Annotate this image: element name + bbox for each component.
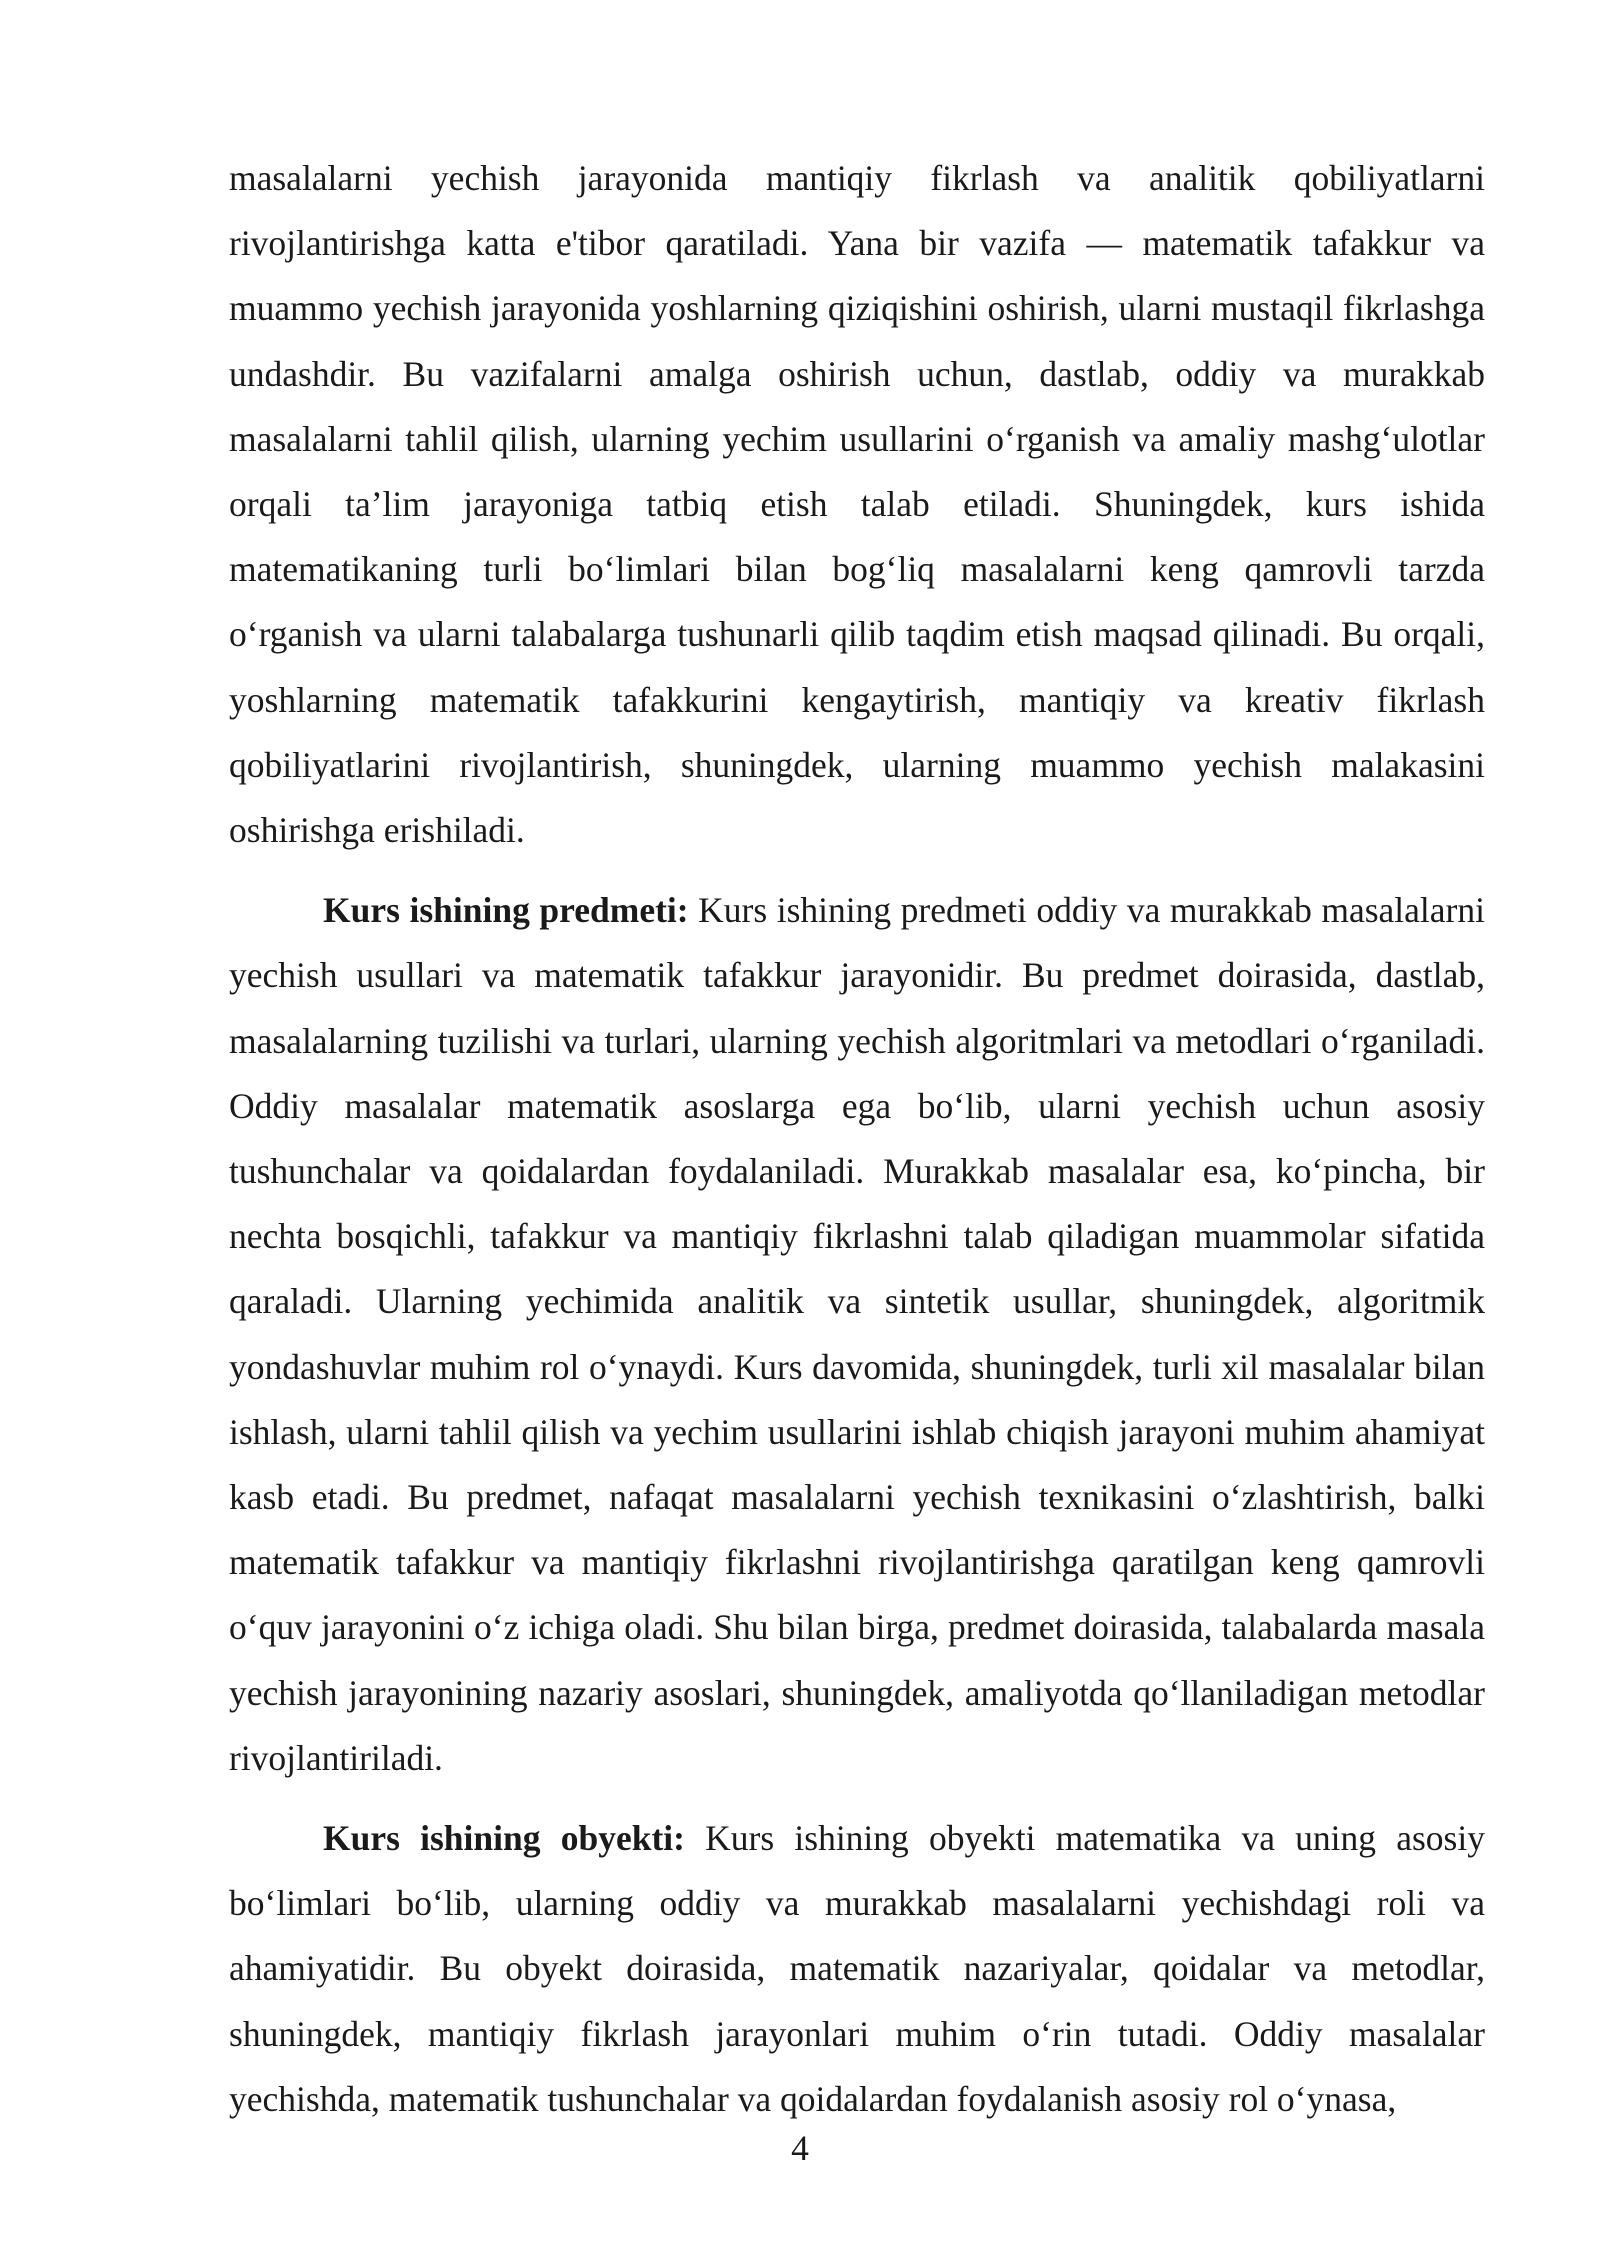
paragraph-text: Kurs ishining predmeti oddiy va murakkab masalalarni yechish usullari va matematik tafakkur jarayonidir. Bu predmet doirasida, dastlab, masalalarning tuzilishi va turlari, ularning yechish algoritmlari va metodlari o‘rganiladi. Oddiy masalalar matematik asoslarga ega bo‘lib, ularni yechish uchun asosiy tushunchalar va qoidalardan foydalaniladi. Murakkab masalalar esa, ko‘pincha, bir nechta bosqichli, tafakkur va mantiqiy fikrlashni talab qiladigan muammolar sifatida qaraladi. Ularning yechimida analitik va sintetik usullar, shuningdek, algoritmik yondashuvlar muhim rol o‘ynaydi. Kurs davomida, shuningdek, turli xil masalalar bilan ishlash, ularni tahlil qilish va yechim usullarini ishlab chiqish jarayoni muhim ahamiyat kasb etadi. Bu predmet, nafaqat masalalarni yechish texnikasini o‘zlashtirish, balki matematik tafakkur va mantiqiy fikrlashni rivojlantirishga qaratilgan keng qamrovli o‘quv jarayonini o‘z ichiga oladi. Shu bilan birga, predmet doirasida, talabalarda masala yechish jarayonining nazariy asoslari, shuningdek, amaliyotda qo‘llaniladigan metodlar rivojlantiriladi. bbox=[229, 890, 1485, 1778]
paragraph-object bbox=[229, 1806, 1485, 2132]
paragraph-heading-object: Kurs ishining obyekti: bbox=[323, 1818, 685, 1859]
paragraph-text: Kurs ishining obyekti matematika va uning asosiy bo‘limlari bo‘lib, ularning oddiy va murakkab masalalarni yechishdagi roli va ahamiyatidir. Bu obyekt doirasida, matematik nazariyalar, qoidalar va metodlar, shuningdek, mantiqiy fikrlash jarayonlari muhim o‘rin tutadi. Oddiy masalalar yechishda, matematik tushunchalar va qoidalardan foydalanish asosiy rol o‘ynasa, bbox=[229, 1818, 1485, 2119]
paragraph-heading-subject: Kurs ishining predmeti: bbox=[323, 890, 689, 931]
paragraph-text: masalalarni yechish jarayonida mantiqiy fikrlash va analitik qobiliyatlarni rivojlantirishga katta e'tibor qaratiladi. Yana bir vazifa — matematik tafakkur va muammo yechish jarayonida yoshlarning qiziqishini oshirish, ularni mustaqil fikrlashga undashdir. Bu vazifalarni amalga oshirish uchun, dastlab, oddiy va murakkab masalalarni tahlil qilish, ularning yechim usullarini o‘rganish va amaliy mashg‘ulotlar orqali ta’lim jarayoniga tatbiq etish talab etiladi. Shuningdek, kurs ishida matematikaning turli bo‘limlari bilan bog‘liq masalalarni keng qamrovli tarzda o‘rganish va ularni talabalarga tushunarli qilib taqdim etish maqsad qilinadi. Bu orqali, yoshlarning matematik tafakkurini kengaytirish, mantiqiy va kreativ fikrlash qobiliyatlarini rivojlantirish, shuningdek, ularning muammo yechish malakasini oshirishga erishiladi. bbox=[229, 158, 1485, 851]
paragraph-subject bbox=[229, 878, 1485, 1791]
paragraph-tasks bbox=[229, 146, 1485, 863]
page-body bbox=[229, 146, 1485, 2132]
page-number: 4 bbox=[791, 2128, 809, 2168]
